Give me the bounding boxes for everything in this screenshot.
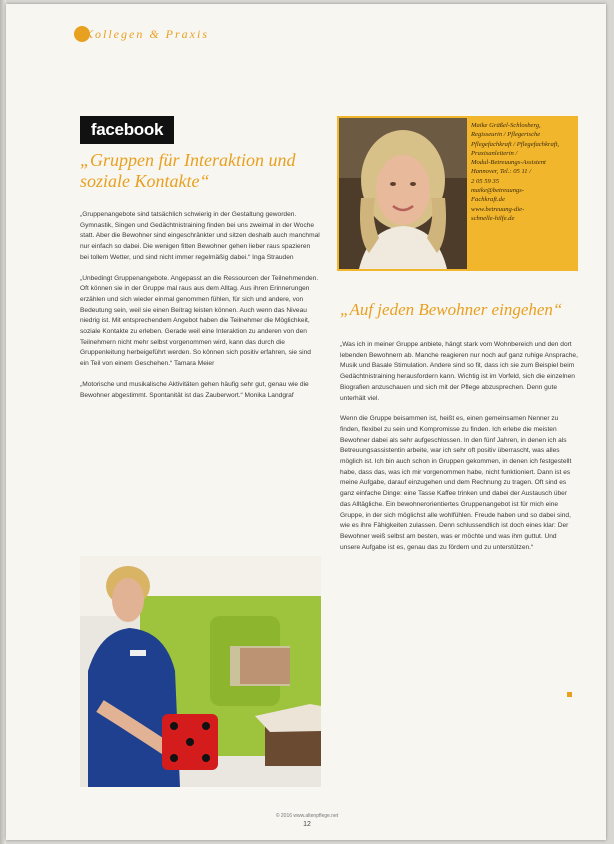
author-bio [471, 121, 575, 223]
left-column [80, 210, 320, 411]
footer-url: © 2016 www.altenpflege.net [275, 813, 339, 819]
right-column [340, 340, 578, 563]
activity-photo [80, 556, 321, 787]
bio-line: Regisseurin / Pflegerische [471, 131, 541, 139]
quote-paragraph: „Gruppenangebote sind tatsächlich schwierig in der Gestaltung geworden. Gymnastik, Singen und Gedächtnistraining finden bei uns zweimal in der Woche statt. Aber die Bewohner sind eingeschränkter und sitzen deshalb auch manchmal nur einfach so dabei. Die wenigen fitten Bewohner gehen lieber raus spazieren bei tollem Wetter, und sind nicht immer regelmäßig dabei.“ Inga Strauden [80, 211, 320, 261]
page-number: 12 [303, 821, 311, 828]
right-headline: „Auf jeden Bewohner eingehen“ [340, 300, 563, 319]
bio-line: Fachkraft.de [471, 196, 505, 204]
author-portrait [339, 118, 467, 269]
section-title: Kollegen & Praxis [85, 27, 209, 41]
left-headline: „Gruppen für Interaktion und soziale Kontakte“ [80, 150, 296, 191]
bio-line: maike@betreuungs- [471, 187, 525, 195]
article-paragraph: Wenn die Gruppe beisammen ist, heißt es, einen gemeinsamen Nenner zu finden, flexibel zu sein und Kompromisse zu finden. Ich erlebe die meisten Bewohner dabei als sehr aufgeschlossen. In den fünf Jahren, in denen ich als Betreuungsassistentin arbeite, war ich sehr oft positiv überrascht, was alles möglich ist. Ich bin auch schon in Gruppen gekommen, in denen ich festgestellt habe, dass das, was ich mir vorgenommen habe, nicht funktioniert. Dann ist es meine Aufgabe, darauf einzugehen und dem Rechnung zu tragen. Oft sind es ganz einfache Dinge: eine Tasse Kaffee trinken und dabei der Austausch über das Alltägliche. Ein bewohnerorientiertes Gruppenangebot ist für mich eine Gruppe, in der sich möglichst alle wohlfühlen. Freude haben und so dabei sind, wie es ihre Fähigkeiten zulassen. Denn schlussendlich ist doch eines klar: Der Bewohner weiß selbst am besten, was er möchte und was ihm guttut. Und unsere Aufgabe ist es, genau das zu fördern und zu unterstützen.“ [340, 415, 572, 551]
author-bio-box [337, 116, 578, 271]
bio-line: Pflegefachkraft / Pflegefachkraft, [471, 140, 560, 148]
bio-line: schnelle-hilfe.de [471, 214, 515, 222]
portrait-illustration [339, 118, 467, 269]
bio-line: 2 05 59 35 [471, 177, 500, 185]
article-end-mark [567, 692, 572, 697]
activity-illustration [80, 556, 321, 787]
facebook-logo: facebook [80, 116, 174, 144]
bio-line: Modul-Betreuungs-Assistent [471, 159, 546, 167]
quote-paragraph: „Motorische und musikalische Aktivitäten gehen häufig sehr gut, genau wie die Bewohner abgestimmt. Spontanität ist das Zauberwort.“ Monika Landgraf [80, 380, 309, 399]
article-paragraph: „Was ich in meiner Gruppe anbiete, hängt stark vom Wohnbereich und den dort lebenden Bewohnern ab. Manche reagieren nur noch auf ganz ruhige Ansprache, Musik und Basale Stimulation. Andere sind so fit, dass ich sie zum Beispiel beim Gedächtnistraining herausfordern kann. Wichtig ist im Vorfeld, sich die einzelnen Biografien anzuschauen und sich mit der Pflege abzusprechen. Denn gute unterhält viel. [340, 341, 578, 402]
bio-line: Hannover, Tel.: 05 11 / [471, 168, 532, 176]
bio-line: Praxisanleiterin / [471, 149, 518, 157]
page-footer [0, 812, 614, 830]
bio-line: www.betreuung-die- [471, 205, 525, 213]
quote-paragraph: „Unbedingt Gruppenangebote. Angepasst an die Ressourcen der Teilnehmenden. Oft können sie in der Gruppe mal raus aus dem Alltag. Aus ihren Erinnerungen erzählen und sich wieder einmal genommen fühlen, für sich und andere, von Bedeutung sein, weil sie einen Beitrag leisten können. Auch wenn das Niveau niedrig ist. Mit entsprechendem Angebot haben die Teilnehmer die Möglichkeit, soziale Kontakte zu erleben. Gerade weil eine Interaktion zu anderen von den Teilnehmern nicht mehr selbst vorgenommen wird, kann das durch die Gruppenleitung herbeigeführt werden. So können sich positiv erfahren, sie sind ein Teil von einem Geschehen.“ Tamara Meier [80, 274, 319, 368]
bio-line: Maike Gräßel-Schlosberg, [471, 122, 541, 129]
